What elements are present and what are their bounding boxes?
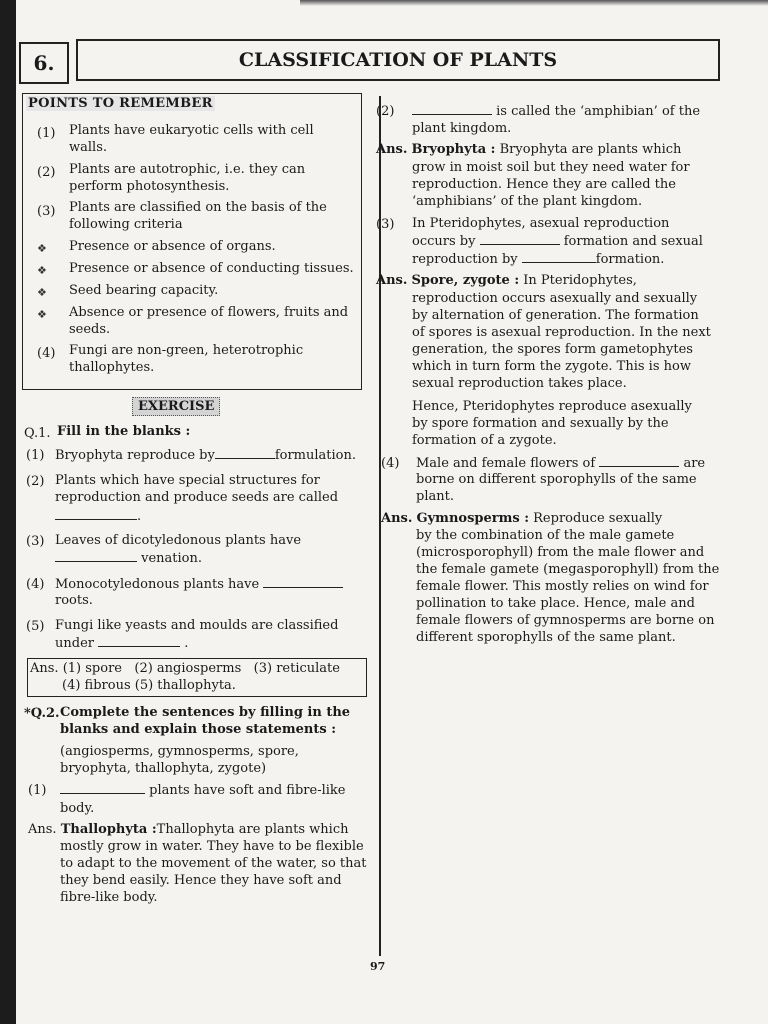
answer-term: Gymnosperms : xyxy=(416,511,529,526)
blank-line xyxy=(599,454,679,467)
blank-prefix: Bryophyta reproduce by xyxy=(55,448,215,463)
blank-prefix: occurs by xyxy=(412,234,476,249)
question-title: blanks and explain those statements : xyxy=(60,722,337,737)
answer-text: female flower. This mostly relies on wind for xyxy=(416,579,709,594)
blank-line xyxy=(55,549,137,562)
blank-suffix: . xyxy=(184,636,189,651)
item-marker: (1) xyxy=(26,448,45,463)
blank-prefix: Monocotyledonous plants have xyxy=(55,577,260,592)
item-text: Plants which have special structures for xyxy=(55,473,320,488)
answer-line: Ans. (1) spore (2) angiosperms (3) reticulate xyxy=(30,661,340,676)
answer-text: grow in moist soil but they need water for xyxy=(412,160,690,175)
point-text: Absence or presence of flowers, fruits and xyxy=(69,305,349,320)
blank-line xyxy=(60,781,145,794)
chapter-number: 6. xyxy=(19,42,69,84)
answer-text: mostly grow in water. They have to be flexible xyxy=(60,839,364,854)
answer-text: (microsporophyll) from the male flower and xyxy=(416,545,705,560)
item-text: Fungi like yeasts and moulds are classified xyxy=(55,618,339,633)
item-marker: (1) xyxy=(28,783,47,798)
answer-text: In Pteridophytes, xyxy=(523,273,637,288)
point-text: Fungi are non-green, heterotrophic xyxy=(69,343,304,358)
item-marker: (2) xyxy=(26,474,45,489)
answer-term: Thallophyta : xyxy=(60,822,157,837)
blank-suffix: formulation. xyxy=(274,448,357,463)
question-title: Complete the sentences by filling in the xyxy=(60,705,351,720)
answer-term: Bryophyta : xyxy=(411,142,496,157)
blank-line xyxy=(412,102,492,115)
answer-text: pollination to take place. Hence, male and xyxy=(416,596,695,611)
blank-suffix: formation. xyxy=(595,252,665,267)
answer-text: ‘amphibians’ of the plant kingdom. xyxy=(412,194,643,209)
answer-text: by spore formation and sexually by the xyxy=(412,416,669,431)
point-text: following criteria xyxy=(69,217,183,232)
answer-text: of spores is asexual reproduction. In the next xyxy=(412,325,711,340)
blank-suffix: formation and sexual xyxy=(563,234,703,249)
blank-suffix: is called the ‘amphibian’ of the xyxy=(496,104,701,119)
answer-text: different sporophylls of the same plant. xyxy=(416,630,676,645)
item-marker: (3) xyxy=(376,217,395,232)
answer-text: formation of a zygote. xyxy=(412,433,557,448)
point-text: Presence or absence of organs. xyxy=(69,239,276,254)
point-marker: (3) xyxy=(37,204,56,219)
item-text: body. xyxy=(60,801,95,816)
point-text: Plants have eukaryotic cells with cell xyxy=(69,123,314,138)
answer-text: which in turn form the zygote. This is how xyxy=(412,359,691,374)
question-label: *Q.2. xyxy=(24,706,60,721)
answer-label: Ans. xyxy=(381,511,413,526)
item-marker: (2) xyxy=(376,104,395,119)
item-text: plant kingdom. xyxy=(412,121,512,136)
item-text: plant. xyxy=(416,489,454,504)
answer-text: by the combination of the male gamete xyxy=(416,528,675,543)
answer-text: Bryophyta are plants which xyxy=(499,142,682,157)
point-marker: (2) xyxy=(37,165,56,180)
item-text: borne on different sporophylls of the same xyxy=(416,472,697,487)
point-marker: (4) xyxy=(37,346,56,361)
item-text: reproduction and produce seeds are called xyxy=(55,490,339,505)
item-marker: (3) xyxy=(26,534,45,549)
answer-line: (4) fibrous (5) thallophyta. xyxy=(62,678,236,693)
answer-term: Spore, zygote : xyxy=(411,273,520,288)
point-text: Seed bearing capacity. xyxy=(69,283,219,298)
answer-text: the female gamete (megasporophyll) from the xyxy=(416,562,720,577)
answer-text: reproduction. Hence they are called the xyxy=(412,177,676,192)
answer-text: female flowers of gymnosperms are borne on xyxy=(416,613,715,628)
question-label: Q.1. xyxy=(24,426,51,441)
item-text: In Pteridophytes, asexual reproduction xyxy=(412,216,670,231)
answer-text: sexual reproduction takes place. xyxy=(412,376,627,391)
diamond-bullet-icon: ❖ xyxy=(37,308,47,321)
blank-line xyxy=(98,634,180,647)
point-text: perform photosynthesis. xyxy=(69,179,230,194)
diamond-bullet-icon: ❖ xyxy=(37,264,47,277)
chapter-title: CLASSIFICATION OF PLANTS xyxy=(76,39,720,81)
options-list: (angiosperms, gymnosperms, spore, xyxy=(60,744,299,759)
answer-text: generation, the spores form gametophytes xyxy=(412,342,693,357)
page-top-shadow xyxy=(300,0,768,6)
diamond-bullet-icon: ❖ xyxy=(37,286,47,299)
answer-text: Hence, Pteridophytes reproduce asexually xyxy=(412,399,692,414)
answer-text: Reproduce sexually xyxy=(533,511,663,526)
blank-suffix: venation. xyxy=(141,551,203,566)
blank-suffix: plants have soft and fibre-like xyxy=(149,783,346,798)
blank-prefix: under xyxy=(55,636,94,651)
answer-text: Thallophyta are plants which xyxy=(156,822,349,837)
item-marker: (4) xyxy=(381,456,400,471)
item-marker: (5) xyxy=(26,619,45,634)
item-marker: (4) xyxy=(26,577,45,592)
blank-prefix: reproduction by xyxy=(412,252,518,267)
exercise-heading: EXERCISE xyxy=(132,397,220,416)
blank-line xyxy=(215,446,275,459)
page-number: 97 xyxy=(370,960,386,973)
blank-line xyxy=(522,250,596,263)
question-title: Fill in the blanks : xyxy=(57,424,191,439)
page-edge-shadow xyxy=(0,0,16,1024)
blank-line xyxy=(263,575,343,588)
blank-suffix: . xyxy=(137,509,142,524)
point-marker: (1) xyxy=(37,126,56,141)
answer-text: by alternation of generation. The formation xyxy=(412,308,699,323)
point-text: Plants are autotrophic, i.e. they can xyxy=(69,162,306,177)
blank-suffix: are xyxy=(683,456,706,471)
answer-label: Ans. xyxy=(376,273,408,288)
answer-label: Ans. xyxy=(376,142,408,157)
blank-line xyxy=(480,232,560,245)
answer-text: fibre-like body. xyxy=(60,890,158,905)
point-text: thallophytes. xyxy=(69,360,155,375)
point-text: Plants are classified on the basis of the xyxy=(69,200,327,215)
answer-text: reproduction occurs asexually and sexually xyxy=(412,291,698,306)
item-text: Leaves of dicotyledonous plants have xyxy=(55,533,302,548)
points-heading: POINTS TO REMEMBER xyxy=(28,96,213,111)
answer-text: to adapt to the movement of the water, so that xyxy=(60,856,367,871)
item-text: roots. xyxy=(55,593,93,608)
point-text: seeds. xyxy=(69,322,111,337)
blank-line xyxy=(55,507,137,520)
blank-prefix: Male and female flowers of xyxy=(416,456,596,471)
diamond-bullet-icon: ❖ xyxy=(37,242,47,255)
answer-text: they bend easily. Hence they have soft and xyxy=(60,873,342,888)
point-text: Presence or absence of conducting tissues. xyxy=(69,261,354,276)
options-list: bryophyta, thallophyta, zygote) xyxy=(60,761,267,776)
point-text: walls. xyxy=(69,140,107,155)
answer-label: Ans. xyxy=(28,822,57,837)
